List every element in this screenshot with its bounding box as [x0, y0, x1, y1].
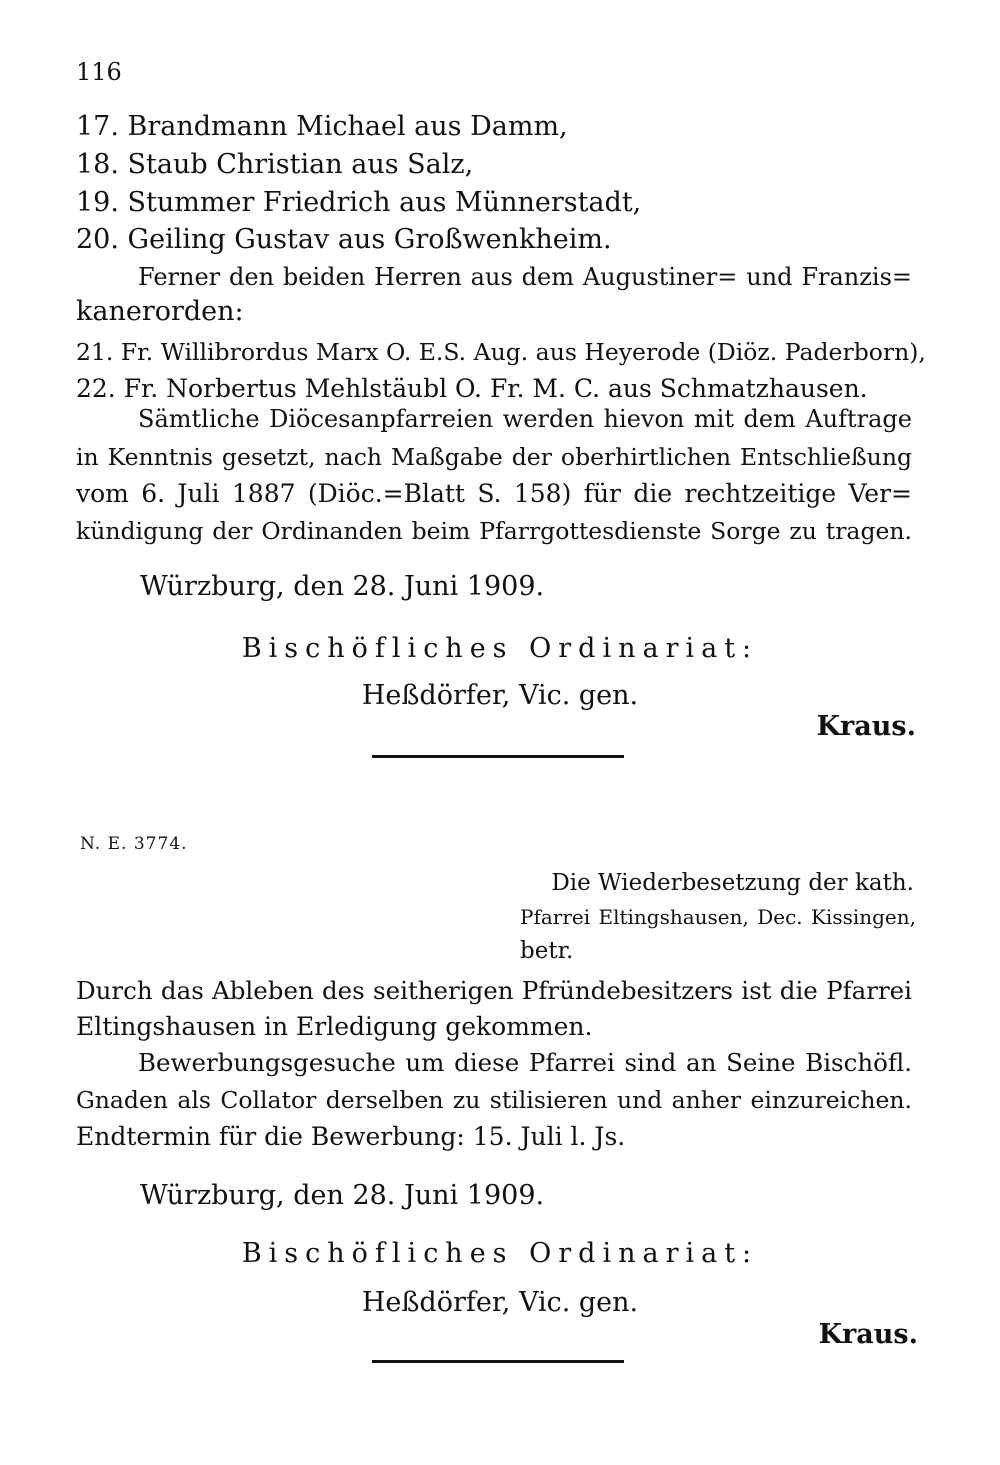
orders-intro-line-2: kanerorden: — [76, 296, 244, 327]
list-item-21: 21. Fr. Willibrordus Marx O. E.S. Aug. aus Heyerode (Diöz. Paderborn), — [76, 338, 926, 366]
subject-line-3: betr. — [520, 938, 574, 964]
application-line-1: Bewerbungsgesuche um diese Pfarrei sind an Seine Bischöfl. — [138, 1048, 912, 1077]
place-date-2: Würzburg, den 28. Juni 1909. — [140, 1180, 545, 1211]
list-item-20: 20. Geiling Gustav aus Großwenkheim. — [76, 224, 612, 255]
page-number: 116 — [76, 58, 122, 86]
list-item-17: 17. Brandmann Michael aus Damm, — [76, 111, 568, 142]
reference-number: N. E. 3774. — [80, 834, 188, 854]
orders-intro-line-1: Ferner den beiden Herren aus dem Augustiner= und Franzis= — [138, 263, 912, 291]
countersign-2: Kraus. — [818, 1319, 918, 1350]
authority-2: Bischöfliches Ordinariat: — [241, 1238, 759, 1269]
section-divider-1 — [372, 755, 624, 758]
list-item-22: 22. Fr. Norbertus Mehlstäubl O. Fr. M. C. aus Schmatzhausen. — [76, 374, 868, 403]
notice-line-1: Sämtliche Diöcesanpfarreien werden hievon mit dem Auftrage — [138, 405, 912, 433]
vacancy-line-2: Eltingshausen in Erledigung gekommen. — [76, 1012, 593, 1041]
subject-line-1: Die Wiederbesetzung der kath. — [551, 870, 914, 896]
application-line-2: Gnaden als Collator derselben zu stilisieren und anher einzureichen. — [76, 1086, 912, 1114]
countersign-1: Kraus. — [816, 711, 916, 742]
subject-line-2: Pfarrei Eltingshausen, Dec. Kissingen, — [520, 905, 916, 929]
signatory-1: Heßdörfer, Vic. gen. — [361, 680, 639, 711]
authority-1: Bischöfliches Ordinariat: — [241, 633, 759, 664]
list-item-18: 18. Staub Christian aus Salz, — [76, 149, 474, 180]
list-item-19: 19. Stummer Friedrich aus Münnerstadt, — [76, 187, 642, 218]
section-divider-2 — [372, 1360, 624, 1363]
place-date-1: Würzburg, den 28. Juni 1909. — [140, 571, 545, 602]
vacancy-line-1: Durch das Ableben des seitherigen Pfründebesitzers ist die Pfarrei — [76, 976, 912, 1005]
notice-line-3: vom 6. Juli 1887 (Diöc.=Blatt S. 158) für die rechtzeitige Ver= — [76, 479, 912, 508]
application-line-3: Endtermin für die Bewerbung: 15. Juli l. Js. — [76, 1122, 626, 1151]
signatory-2: Heßdörfer, Vic. gen. — [361, 1287, 639, 1318]
notice-line-4: kündigung der Ordinanden beim Pfarrgottesdienste Sorge zu tragen. — [76, 517, 912, 545]
notice-line-2: in Kenntnis gesetzt, nach Maßgabe der oberhirtlichen Entschließung — [76, 443, 912, 471]
subject-summary — [520, 866, 916, 968]
